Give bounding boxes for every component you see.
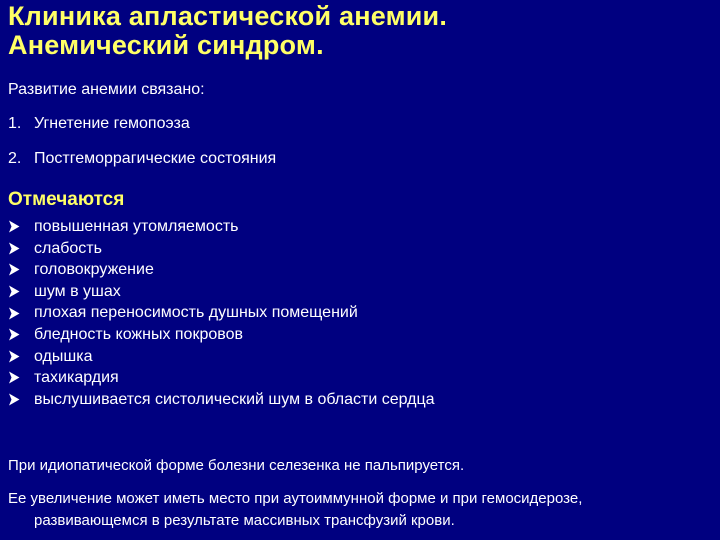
slide-title-line-1: Клиника апластической анемии.: [8, 1, 448, 31]
intro-text: Развитие анемии связано:: [8, 81, 205, 98]
symptoms-heading: Отмечаются: [8, 189, 125, 210]
arrowhead-bullet-icon: [8, 220, 34, 233]
arrowhead-bullet-icon: [8, 328, 34, 341]
list-item-text: Постгеморрагические состояния: [34, 150, 277, 167]
enlargement-note: [8, 488, 712, 532]
arrowhead-bullet-icon: [8, 285, 34, 298]
list-item: [8, 281, 435, 303]
list-item: [8, 149, 276, 169]
list-item-text: выслушивается систолический шум в области сердца: [34, 390, 435, 408]
list-item-text: бледность кожных покровов: [34, 325, 243, 343]
enlargement-note-line-2: развивающемся в результате массивных трансфузий крови.: [34, 512, 455, 529]
list-item-text: головокружение: [34, 261, 154, 279]
list-item-text: слабость: [34, 239, 102, 257]
list-item-text: одышка: [34, 347, 93, 365]
list-item-text: тахикардия: [34, 369, 119, 387]
list-item: [8, 324, 435, 346]
list-item-text: шум в ушах: [34, 282, 121, 300]
list-item: [8, 114, 276, 134]
arrowhead-bullet-icon: [8, 242, 34, 255]
list-item: [8, 216, 435, 238]
enlargement-note-line-1: Ее увеличение может иметь место при аутоиммунной форме и при гемосидерозе,: [8, 490, 583, 507]
list-item: [8, 238, 435, 260]
list-item: [8, 259, 435, 281]
slide-title-line-2: Анемический синдром.: [8, 30, 324, 60]
spleen-note: При идиопатической форме болезни селезенка не пальпируется.: [8, 457, 465, 474]
arrowhead-bullet-icon: [8, 263, 34, 276]
causes-list: [8, 114, 276, 184]
list-item-text: плохая переносимость душных помещений: [34, 304, 358, 322]
arrowhead-bullet-icon: [8, 350, 34, 363]
symptoms-list: [8, 216, 435, 410]
arrowhead-bullet-icon: [8, 393, 34, 406]
list-item: [8, 367, 435, 389]
arrowhead-bullet-icon: [8, 371, 34, 384]
list-item: [8, 389, 435, 411]
list-item: [8, 302, 435, 324]
list-item-number: 2.: [8, 150, 22, 167]
list-item-text: повышенная утомляемость: [34, 218, 239, 235]
slide-title: [8, 2, 447, 60]
arrowhead-bullet-icon: [8, 307, 34, 320]
list-item-text: Угнетение гемопоэза: [34, 115, 190, 132]
list-item-number: 1.: [8, 115, 22, 132]
list-item: [8, 346, 435, 368]
